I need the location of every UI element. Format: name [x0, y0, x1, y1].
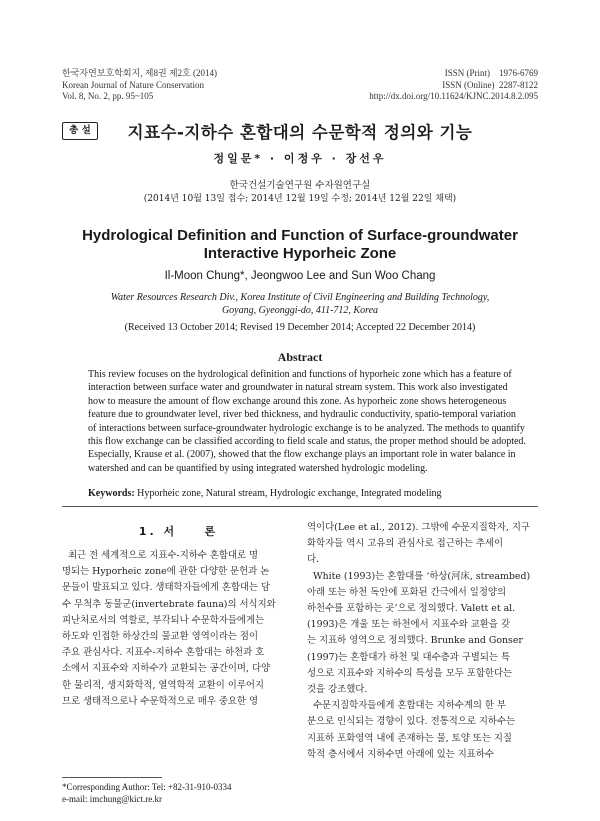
title-korean: 지표수-지하수 혼합대의 수문학적 정의와 기능: [127, 123, 473, 142]
title-english-line: Hydrological Definition and Function of Surface-groundwater: [82, 227, 518, 244]
issn-print: ISSN (Print) 1976-6769: [444, 68, 538, 78]
body-line: 아래 또는 하천 독안에 포화된 간극에서 일정양의: [307, 586, 507, 598]
body-line: 한 물리적, 생지화학적, 열역학적 교환이 이루어지: [62, 679, 264, 691]
body-line: 분으로 인식되는 경향이 있다. 전통적으로 지하수는: [307, 716, 516, 728]
affiliation-korean: 한국건설기술연구원 수자원연구실: [229, 180, 371, 191]
abstract-body: [88, 368, 526, 475]
abstract-line: interaction between surface water and groundwater in natural stream system. This work also investigated: [88, 382, 508, 394]
abstract-line: how to measure the amount of flow exchange around this zone. As hyporheic zone shows heterogeneous: [88, 395, 507, 407]
body-line: 명되는 Hyporheic zone에 관한 다양한 문헌과 논: [62, 566, 270, 578]
footnote-author: *Corresponding Author: Tel: +82-31-910-0334: [62, 782, 232, 792]
body-line: (1993)은 개울 또는 하천에서 지표수와 교환을 갖: [307, 619, 511, 631]
affiliation-english-line: Goyang, Gyeonggi-do, 411-712, Korea: [221, 304, 379, 316]
article-type-badge: 총 설: [62, 122, 98, 140]
journal-header-right: [369, 68, 538, 103]
body-line: 하도와 인접한 하상간의 물교환 영역이라는 점이: [62, 631, 259, 643]
dates-korean: (2014년 10월 13일 접수; 2014년 12월 19일 수정; 2014년 12월 22일 채택): [143, 194, 457, 204]
section-heading: 1. 서 론: [138, 525, 219, 538]
body-line: 학적 층서에서 지하수면 아래에 있는 지표하수: [307, 748, 494, 760]
abstract-line: feature due to groundwater level, river bed thickness, and hydraulic conductivity, spatio-temporal variation: [88, 409, 516, 421]
footnote-email: e-mail: imchung@kict.re.kr: [62, 794, 163, 804]
keywords-label: Keywords:: [88, 488, 135, 499]
body-line: 화학자들 역시 고유의 관심사로 접근하는 추세이: [307, 538, 504, 550]
body-line: 지표하 포화영역 내에 존재하는 물, 토양 또는 지질: [307, 732, 512, 744]
journal-header-left: [62, 68, 217, 103]
body-line: 수 무척추 동물군(invertebrate fauna)의 서식지와: [62, 598, 276, 610]
body-line: 역이다(Lee et al., 2012). 그밖에 수문지질학자, 지구: [307, 522, 530, 533]
footnote: [62, 781, 232, 805]
body-line: 하천수를 포함하는 곳’으로 정의했다. Valett et al.: [307, 603, 516, 615]
keywords: [88, 488, 442, 499]
abstract-line: Especially, Krause et al. (2007), showed that the flow exchange plays an important role in water balance in: [88, 449, 516, 461]
body-line: 문들이 발표되고 있다. 생태학자들에게 혼합대는 담: [62, 582, 271, 594]
abstract-heading: Abstract: [277, 350, 323, 364]
body-column-right: [307, 520, 538, 763]
body-line: 피난처로서의 역할로, 부각되나 수문학자들에게는: [62, 614, 265, 626]
body-column-left: [62, 548, 295, 710]
title-english-line: Interactive Hyporheic Zone: [203, 245, 397, 262]
authors-english: Il-Moon Chung*, Jeongwoo Lee and Sun Woo Chang: [164, 270, 436, 282]
title-english: [0, 227, 600, 263]
body-line: (1997)는 혼합대가 하천 및 대수층과 구별되는 특: [307, 651, 511, 663]
doi-link[interactable]: http://dx.doi.org/10.11624/KJNC.2014.8.2.095: [369, 91, 538, 101]
body-line: White (1993)는 혼합대를 ‘하상(河床, streambed): [307, 570, 531, 582]
volume-pages: Vol. 8, No. 2, pp. 95~105: [62, 91, 154, 101]
affiliation-english: [0, 292, 600, 317]
body-line: 소에서 지표수와 지하수가 교환되는 공간이며, 다양: [62, 663, 271, 675]
abstract-line: of interactions between surface-groundwater hydrologic exchange is to be analyzed. The methods to quantify: [88, 422, 525, 434]
body-line: 다.: [307, 554, 320, 566]
body-line: 성으로 지표수와 지하수의 특성을 모두 포함한다는: [307, 667, 513, 679]
journal-name-ko: 한국자연보호학회지, 제8권 제2호 (2014): [62, 68, 218, 78]
footnote-divider: [62, 777, 162, 778]
affiliation-english-line: Water Resources Research Div., Korea Institute of Civil Engineering and Building Technology,: [110, 292, 490, 303]
body-line: 는 지표하 영역으로 정의했다. Brunke and Gonser: [307, 635, 523, 647]
dates-english: (Received 13 October 2014; Revised 19 December 2014; Accepted 22 December 2014): [124, 322, 476, 333]
body-line: 것을 강조했다.: [307, 684, 368, 696]
keywords-list: Hyporheic zone, Natural stream, Hydrologic exchange, Integrated modeling: [134, 488, 442, 499]
body-line: 최근 전 세계적으로 지표수-지하수 혼합대로 명: [62, 550, 259, 561]
body-line: 주요 관심사다. 지표수-지하수 혼합대는 하천과 호: [62, 647, 265, 659]
abstract-line: watershed and can be quantified by using integrated watershed hydrologic modeling.: [88, 462, 428, 474]
body-line: 므로 생태적으로나 수문학적으로 매우 중요한 영: [62, 695, 259, 707]
authors-korean: 정일문* · 이정우 · 장선우: [213, 152, 387, 165]
abstract-line: this flow exchange can be classified according to field scale and status, the proper method should be adopted.: [88, 436, 526, 448]
issn-online: ISSN (Online) 2287-8122: [442, 79, 538, 90]
abstract-line: This review focuses on the hydrological definition and functions of hyporheic zone which has a feature of: [88, 369, 512, 380]
section-divider: [62, 506, 538, 507]
body-line: 수문지질학자들에게 혼합대는 지하수계의 한 부: [307, 700, 507, 712]
journal-name-en: Korean Journal of Nature Conservation: [62, 79, 204, 90]
